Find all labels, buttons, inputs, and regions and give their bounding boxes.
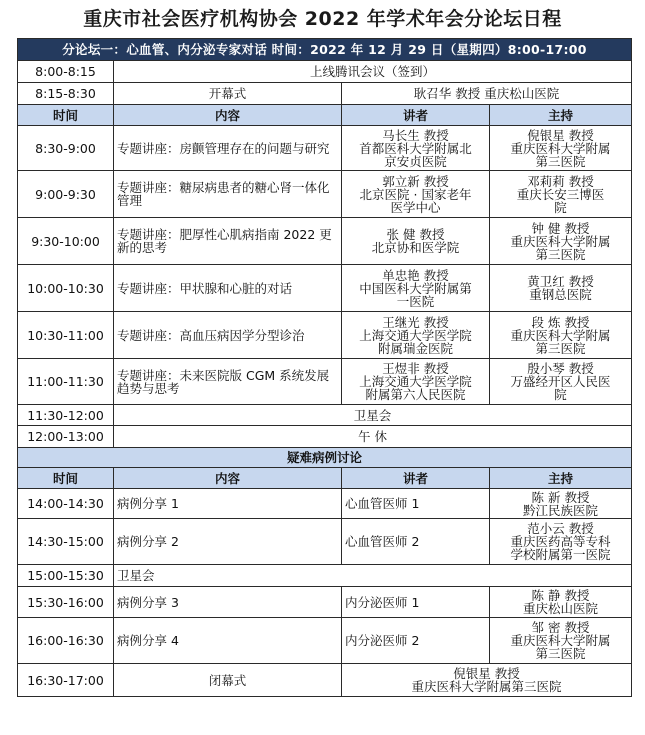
speaker-cell: 内分泌医师 2 — [342, 618, 490, 664]
speaker-affiliation: 附属第六人民医院 — [365, 387, 466, 402]
table-row — [18, 265, 632, 312]
content-cell: 病例分享 1 — [114, 489, 342, 519]
schedule-table — [17, 38, 632, 697]
table-row — [18, 426, 632, 448]
header-speaker: 讲者 — [342, 468, 490, 489]
header-time: 时间 — [18, 468, 114, 489]
opening-host-cell: 耿召华 教授 重庆松山医院 — [342, 83, 632, 105]
page-title: 重庆市社会医疗机构协会 2022 年学术年会分论坛日程 — [83, 8, 562, 30]
content-cell: 专题讲座：甲状腺和心脏的对话 — [114, 265, 342, 312]
content-cell: 专题讲座：肥厚性心肌病指南 2022 更新的思考 — [114, 218, 342, 265]
satellite-session-cell: 卫星会 — [114, 565, 632, 587]
speaker-cell — [342, 171, 490, 218]
table-row — [18, 312, 632, 359]
time-cell: 16:00-16:30 — [18, 618, 114, 664]
table-row — [18, 489, 632, 519]
host-affiliation: 第三医院 — [535, 153, 586, 169]
forum-banner-text: 分论坛一：心血管、内分泌专家对话 时间：2022 年 12 月 29 日（星期四）8:00-17:00 — [18, 39, 632, 61]
table-row — [18, 519, 632, 565]
speaker-cell: 心血管医师 2 — [342, 519, 490, 565]
speaker-name: 单忠艳 教授 — [382, 267, 449, 283]
speaker-affiliation: 北京协和医学院 — [371, 240, 460, 255]
speaker-affiliation: 一医院 — [396, 293, 435, 309]
content-cell: 专题讲座：房颤管理存在的问题与研究 — [114, 126, 342, 171]
time-cell: 10:30-11:00 — [18, 312, 114, 359]
signin-cell: 上线腾讯会议（签到） — [114, 61, 632, 83]
host-name: 邹 密 教授 — [531, 620, 590, 635]
time-cell: 11:00-11:30 — [18, 359, 114, 405]
host-affiliation: 第三医院 — [535, 246, 586, 262]
speaker-affiliation: 附属瑞金医院 — [377, 340, 453, 356]
host-affiliation: 重庆长安三博医 — [516, 186, 605, 202]
speaker-name: 张 健 教授 — [386, 227, 445, 242]
host-name: 段 炼 教授 — [531, 314, 590, 330]
time-cell: 10:00-10:30 — [18, 265, 114, 312]
time-cell: 8:00-8:15 — [18, 61, 114, 83]
speaker-name: 王继光 教授 — [382, 314, 449, 330]
header-speaker: 讲者 — [342, 105, 490, 126]
host-cell — [490, 218, 632, 265]
time-cell: 14:00-14:30 — [18, 489, 114, 519]
host-affiliation: 第三医院 — [535, 340, 586, 356]
content-cell: 病例分享 2 — [114, 519, 342, 565]
speaker-affiliation: 上海交通大学医学院 — [359, 374, 472, 389]
header-host: 主持 — [490, 105, 632, 126]
table-row — [18, 83, 632, 105]
host-affiliation: 重庆医科大学附属 — [510, 140, 611, 156]
host-affiliation: 重庆医科大学附属 — [510, 233, 611, 249]
satellite-session-cell: 卫星会 — [114, 405, 632, 426]
time-cell: 8:30-9:00 — [18, 126, 114, 171]
table-row — [18, 618, 632, 664]
header-host: 主持 — [490, 468, 632, 489]
table-header-row — [18, 105, 632, 126]
time-cell: 15:00-15:30 — [18, 565, 114, 587]
speaker-cell — [342, 359, 490, 405]
speaker-affiliation: 京安贞医院 — [384, 153, 447, 169]
host-affiliation: 第三医院 — [535, 646, 586, 661]
time-cell: 15:30-16:00 — [18, 587, 114, 618]
table-header-row — [18, 468, 632, 489]
table-row — [18, 587, 632, 618]
table-row — [18, 405, 632, 426]
time-cell: 9:30-10:00 — [18, 218, 114, 265]
speaker-name: 王煜非 教授 — [382, 361, 449, 376]
content-cell: 专题讲座：糖尿病患者的糖心肾一体化管理 — [114, 171, 342, 218]
speaker-cell — [342, 265, 490, 312]
host-cell — [490, 126, 632, 171]
closing-ceremony-cell: 闭幕式 — [114, 664, 342, 697]
speaker-affiliation: 首都医科大学附属北 — [359, 140, 472, 156]
host-affiliation: 重庆医科大学附属第三医院 — [411, 679, 562, 694]
host-name: 殷小琴 教授 — [527, 361, 594, 376]
table-row — [18, 565, 632, 587]
table-row — [18, 664, 632, 697]
host-cell — [490, 312, 632, 359]
time-cell: 12:00-13:00 — [18, 426, 114, 448]
host-affiliation: 院 — [554, 387, 567, 402]
time-cell: 9:00-9:30 — [18, 171, 114, 218]
speaker-cell — [342, 312, 490, 359]
host-affiliation: 重庆松山医院 — [522, 601, 598, 616]
host-name: 倪银星 教授 — [527, 127, 594, 143]
host-name: 陈 静 教授 — [531, 588, 590, 603]
speaker-cell — [342, 126, 490, 171]
case-section-header — [18, 448, 632, 468]
speaker-cell — [342, 218, 490, 265]
host-affiliation: 黔江民族医院 — [522, 502, 598, 518]
table-row — [18, 171, 632, 218]
speaker-affiliation: 北京医院 · 国家老年 — [359, 186, 472, 202]
table-row — [18, 126, 632, 171]
speaker-affiliation: 上海交通大学医学院 — [359, 327, 472, 343]
closing-host-cell — [342, 664, 632, 697]
host-affiliation: 万盛经开区人民医 — [510, 374, 611, 389]
speaker-affiliation: 中国医科大学附属第 — [359, 280, 472, 296]
speaker-name: 郭立新 教授 — [382, 173, 449, 189]
host-affiliation: 重庆医科大学附属 — [510, 633, 611, 648]
content-cell: 专题讲座：未来医院版 CGM 系统发展趋势与思考 — [114, 359, 342, 405]
host-cell — [490, 171, 632, 218]
host-affiliation: 院 — [554, 199, 567, 215]
host-cell — [490, 489, 632, 519]
time-cell: 16:30-17:00 — [18, 664, 114, 697]
host-affiliation: 重庆医药高等专科 — [510, 534, 611, 549]
table-row — [18, 61, 632, 83]
forum-banner — [18, 39, 632, 61]
speaker-cell: 心血管医师 1 — [342, 489, 490, 519]
host-name: 邓莉莉 教授 — [527, 173, 594, 189]
host-name: 陈 新 教授 — [531, 489, 590, 505]
speaker-affiliation: 医学中心 — [390, 199, 441, 215]
lunch-break-cell: 午 休 — [114, 426, 632, 448]
time-cell: 8:15-8:30 — [18, 83, 114, 105]
host-cell — [490, 587, 632, 618]
time-cell: 11:30-12:00 — [18, 405, 114, 426]
header-time: 时间 — [18, 105, 114, 126]
section-title: 疑难病例讨论 — [18, 448, 632, 468]
host-affiliation: 重庆医科大学附属 — [510, 327, 611, 343]
table-row — [18, 218, 632, 265]
host-name: 范小云 教授 — [527, 521, 594, 536]
table-row — [18, 359, 632, 405]
header-content: 内容 — [114, 468, 342, 489]
host-affiliation: 重钢总医院 — [529, 287, 592, 302]
host-name: 倪银星 教授 — [453, 666, 520, 681]
speaker-cell: 内分泌医师 1 — [342, 587, 490, 618]
opening-ceremony-cell: 开幕式 — [114, 83, 342, 105]
host-cell — [490, 519, 632, 565]
host-cell — [490, 265, 632, 312]
time-cell: 14:30-15:00 — [18, 519, 114, 565]
host-name: 钟 健 教授 — [531, 220, 590, 236]
header-content: 内容 — [114, 105, 342, 126]
content-cell: 病例分享 4 — [114, 618, 342, 664]
host-cell — [490, 618, 632, 664]
host-name: 黄卫红 教授 — [527, 274, 594, 289]
content-cell: 专题讲座：高血压病因学分型诊治 — [114, 312, 342, 359]
host-affiliation: 学校附属第一医院 — [510, 547, 611, 562]
speaker-name: 马长生 教授 — [382, 127, 449, 143]
host-cell — [490, 359, 632, 405]
content-cell: 病例分享 3 — [114, 587, 342, 618]
